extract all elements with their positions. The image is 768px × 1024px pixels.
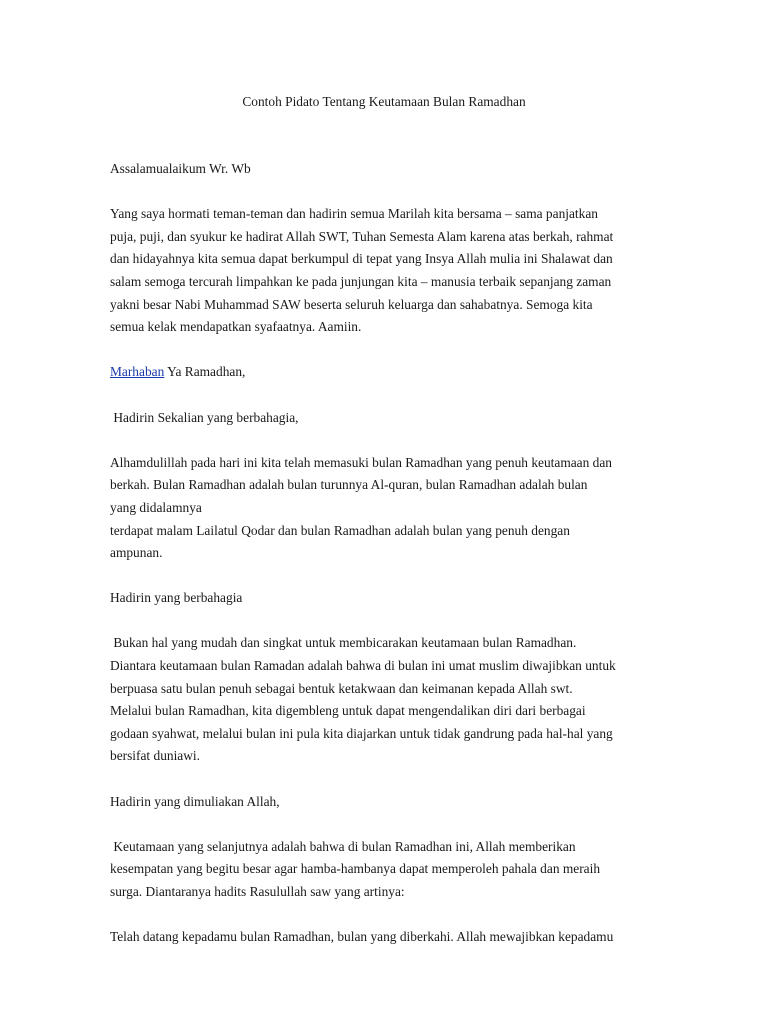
text-line: yakni besar Nabi Muhammad SAW beserta seluruh keluarga dan sahabatnya. Semoga kita [110,296,593,312]
text-line: berpuasa satu bulan penuh sebagai bentuk ketakwaan dan keimanan kepada Allah swt. [110,680,573,696]
address-2: Hadirin yang berbahagia [110,590,243,606]
paragraph-4 [110,926,710,949]
document-body [110,158,710,971]
text-line: Bukan hal yang mudah dan singkat untuk membicarakan keutamaan bulan Ramadhan. [110,635,577,651]
text-line: Alhamdulillah pada hari ini kita telah memasuki bulan Ramadhan yang penuh keutamaan dan [110,454,612,470]
text-line: terdapat malam Lailatul Qodar dan bulan Ramadhan adalah bulan yang penuh dengan [110,522,570,538]
greeting: Assalamualaikum Wr. Wb [110,161,251,176]
paragraph-2 [110,632,710,768]
text-line: salam semoga tercurah limpahkan ke pada junjungan kita – manusia terbaik sepanjang zaman [110,273,612,289]
marhaban-link[interactable]: Marhaban [110,364,165,380]
opening-paragraph [110,203,710,339]
text-line: berkah. Bulan Ramadhan adalah bulan turunnya Al-quran, bulan Ramadhan adalah bulan [110,477,588,493]
text-line: godaan syahwat, melalui bulan ini pula kita diajarkan untuk tidak gandrung pada hal-hal yang [110,725,613,741]
address-3: Hadirin yang dimuliakan Allah, [110,793,280,809]
text-line: Telah datang kepadamu bulan Ramadhan, bulan yang diberkahi. Allah mewajibkan kepadamu [110,929,614,945]
text-line: ampunan. [110,545,163,561]
text-line: dan hidayahnya kita semua dapat berkumpul di tepat yang Insya Allah mulia ini Shalawat dan [110,251,613,267]
text-line: surga. Diantaranya hadits Rasulullah saw yang artinya: [110,884,405,899]
text-line: Keutamaan yang selanjutnya adalah bahwa di bulan Ramadhan ini, Allah memberikan [110,838,576,854]
text-line: Yang saya hormati teman-teman dan hadirin semua Marilah kita bersama – sama panjatkan [110,206,598,222]
text-line: kesempatan yang begitu besar agar hamba-hambanya dapat memperoleh pahala dan meraih [110,861,601,877]
text-line: Melalui bulan Ramadhan, kita digembleng untuk dapat mengendalikan diri dari berbagai [110,703,586,719]
text-line: bersifat duniawi. [110,748,200,764]
marhaban-line [110,361,710,384]
text-line: yang didalamnya [110,499,202,515]
text-line: semua kelak mendapatkan syafaatnya. Aamiin. [110,319,362,335]
document-title: Contoh Pidato Tentang Keutamaan Bulan Ramadhan [242,94,526,109]
text-line: Diantara keutamaan bulan Ramadan adalah bahwa di bulan ini umat muslim diwajibkan untuk [110,658,616,674]
paragraph-3 [110,836,710,904]
paragraph-1 [110,452,710,565]
marhaban-rest: Ya Ramadhan, [164,364,246,380]
text-line: puja, puji, dan syukur ke hadirat Allah SWT, Tuhan Semesta Alam karena atas berkah, rahmat [110,228,614,244]
address-1: Hadirin Sekalian yang berbahagia, [110,409,299,425]
